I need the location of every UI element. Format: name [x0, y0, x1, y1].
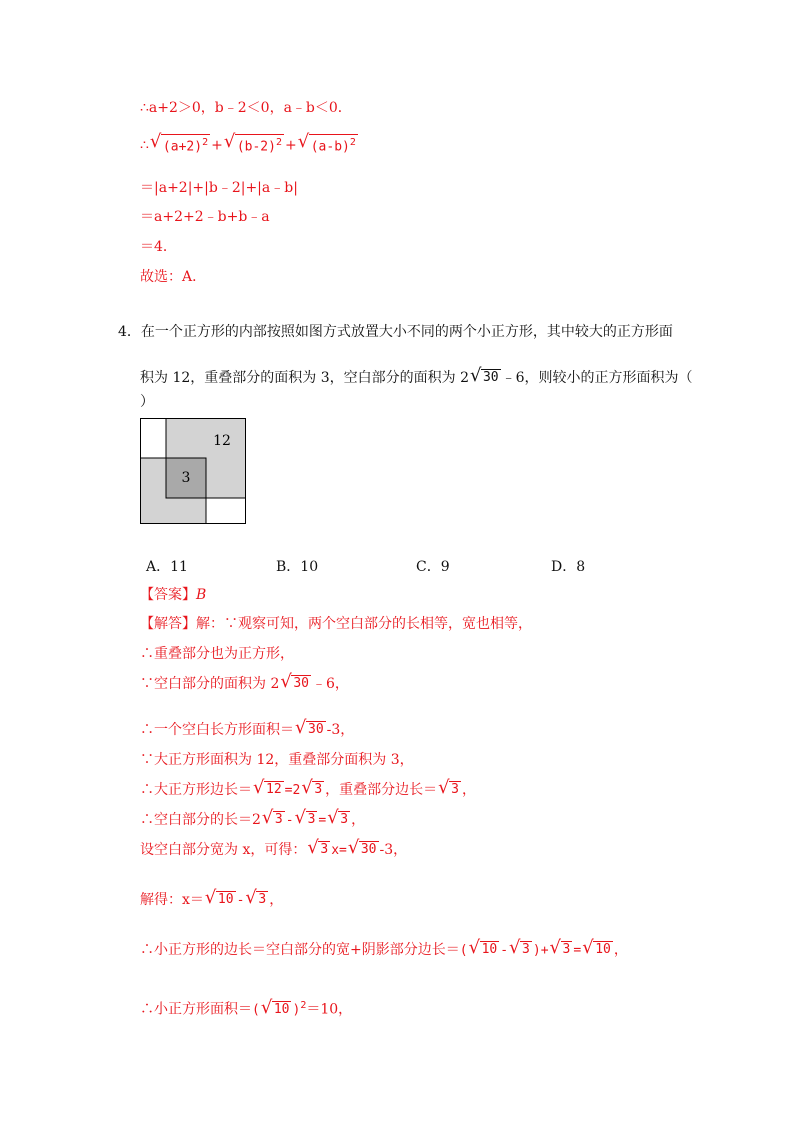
answer-line — [140, 585, 206, 605]
question-number: 4． — [118, 324, 141, 340]
radical-b-minus-2: √ $(b-2)^2$ — [223, 131, 282, 155]
explanation-line: 【解答】解：∵观察可知，两个空白部分的长相等，宽也相等， — [140, 616, 532, 632]
radical: √ 12 — [253, 777, 282, 798]
squares-figure — [140, 418, 246, 524]
radical: √ 3 — [301, 777, 323, 798]
question-4-line-1 — [118, 322, 673, 342]
choice-d[interactable]: D．8 — [551, 559, 586, 575]
solution-step-3: ∴一个空白长方形面积＝ √ 30 -3， — [140, 717, 355, 738]
explanation-label: 【解答】 — [140, 616, 196, 632]
radical: √ 10 — [204, 887, 234, 908]
answer-label: 【答案】 — [140, 587, 196, 603]
solution-line-6: 故选：A． — [140, 269, 207, 285]
radical: √ 10 — [582, 937, 611, 958]
solution-step-5: ∴大正方形边长＝ √ 12 =2 √ 3 ，重叠部分边长＝ √ 3 ， — [140, 777, 476, 798]
answer-value: B — [196, 587, 207, 603]
solution-step-8: 解得：x＝ √ 10 - √ 3 ， — [140, 887, 284, 908]
choice-b[interactable]: B．10 — [276, 559, 319, 575]
solution-step-4: ∵大正方形面积为 12，重叠部分面积为 3， — [140, 752, 414, 768]
solution-step-2: ∵空白部分的面积为 2 √ 30 ﹣6， — [140, 671, 349, 692]
solution-step-10: ∴小正方形面积＝( √ 10 )$^2$＝10， — [140, 996, 353, 1018]
radical: √ 3 — [294, 807, 316, 828]
radical: √ 3 — [307, 837, 329, 858]
radical: √ 10 — [468, 937, 498, 958]
radical: √ 3 — [549, 937, 571, 958]
therefore-symbol: ∴ — [140, 137, 149, 154]
radical: √ 3 — [509, 937, 530, 958]
radical-a-minus-b: √ $(a-b)^2$ — [297, 131, 356, 155]
label-overlap-area: 3 — [181, 470, 191, 486]
radical-a-plus-2: √ $(a+2)^2$ — [149, 131, 209, 155]
choice-c[interactable]: C．9 — [416, 559, 450, 575]
solution-line-4: ＝a+2+2﹣b+b﹣a — [140, 209, 270, 225]
solution-step-1: ∴重叠部分也为正方形， — [140, 646, 294, 662]
radical: √ 30 — [295, 717, 324, 738]
radical: √ 3 — [438, 777, 459, 798]
radical-30: √ 30 — [469, 365, 499, 386]
label-large-area: 12 — [213, 433, 231, 449]
solution-step-6: ∴空白部分的长＝2 √ 3 - √ 3 = √ 3 ， — [140, 807, 366, 828]
radical: √ 30 — [347, 837, 377, 858]
question-4-line-2: 积为 12，重叠部分的面积为 3，空白部分的面积为 2 √ 30 ﹣6，则较小的正方形面积为（ — [140, 365, 693, 386]
radical: √ 30 — [280, 671, 310, 692]
question-text: 在一个正方形的内部按照如图方式放置大小不同的两个小正方形，其中较大的正方形面 — [140, 324, 673, 340]
solution-line-2: ∴ √ $(a+2)^2$ + √ $(b-2)^2$ + √ $(a-b)^2$ — [140, 134, 359, 157]
radical: √ 3 — [327, 807, 349, 828]
solution-line-5: ＝4． — [140, 239, 177, 255]
solution-step-7: 设空白部分宽为 x，可得： √ 3 x= √ 30 -3， — [140, 837, 408, 858]
radical: √ 3 — [261, 807, 283, 828]
radical: √ 10 — [260, 996, 290, 1018]
solution-line-3: ＝|a+2|+|b﹣2|+|a﹣b| — [140, 180, 298, 196]
solution-line-1: ∴a+2＞0，b﹣2＜0，a﹣b＜0． — [140, 100, 352, 116]
choice-a[interactable]: A．11 — [146, 559, 188, 575]
question-4-line-3: ） — [140, 394, 154, 410]
solution-step-9: ∴小正方形的边长＝空白部分的宽+阴影部分边长＝( √ 10 - √ 3 )+ √ 3 = √ 10 ， — [140, 937, 628, 958]
radical: √ 3 — [245, 887, 267, 908]
